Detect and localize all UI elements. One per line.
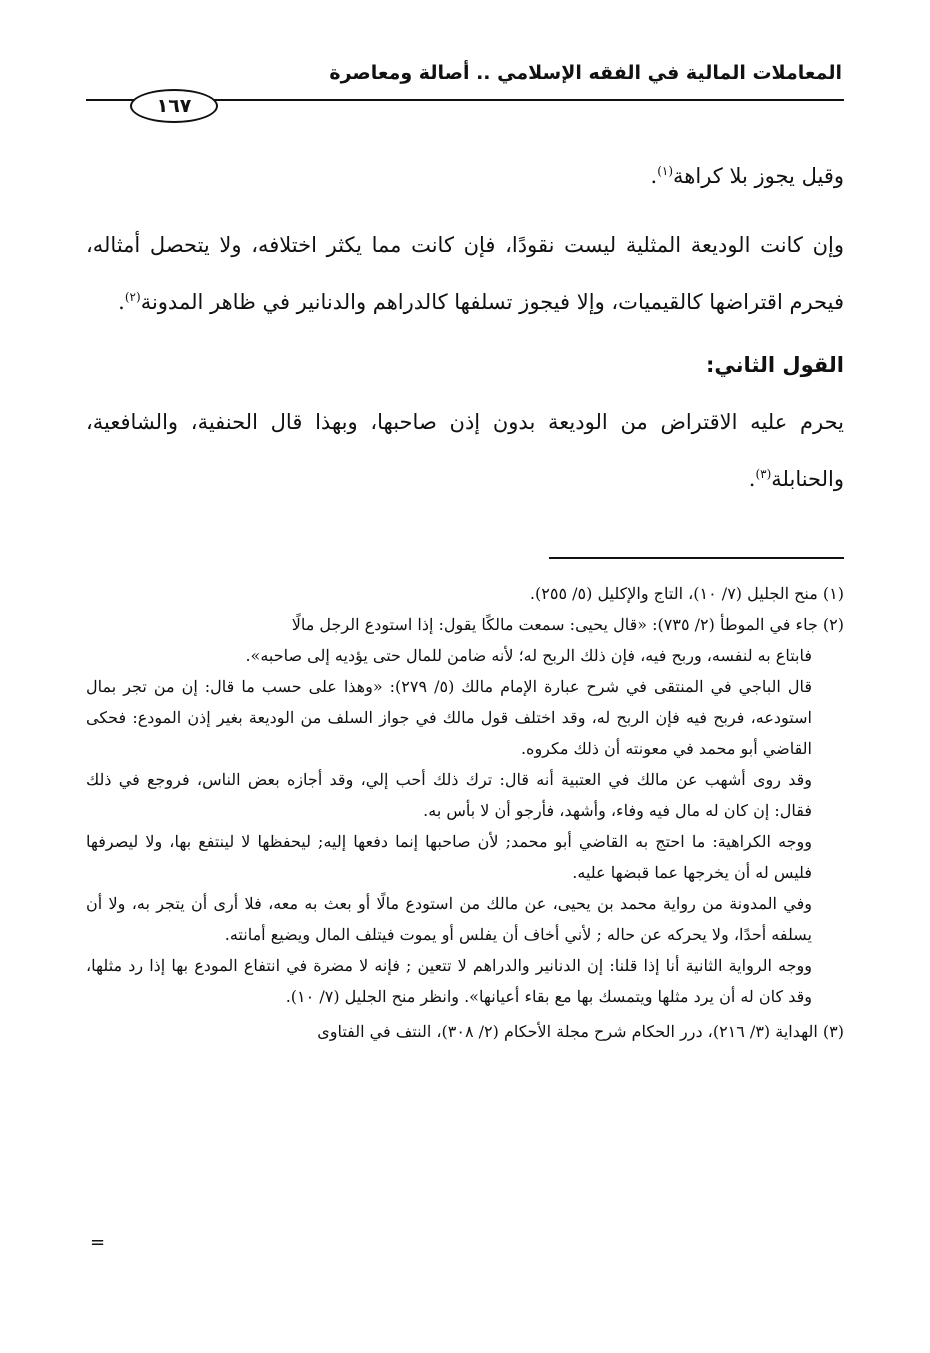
paragraph-3-text: يحرم عليه الاقتراض من الوديعة بدون إذن صاحبها، وبهذا قال الحنفية، والشافعية، والحنابلة — [86, 410, 844, 491]
footnote-2-continuation: فابتاع به لنفسه، وربح فيه، فإن ذلك الربح له؛ لأنه ضامن للمال حتى يؤديه إلى صاحبه». — [245, 646, 812, 665]
paragraph-2-end: . — [118, 290, 125, 314]
footnote-2-block-ashhab: وقد روى أشهب عن مالك في العتبية أنه قال: ترك ذلك أحب إلي، وقد أجازه بعض الناس، فروجع في ذلك فقال: إن كان له مال فيه وفاء، وأشهد، فأرجو أن لا بأس به. — [86, 770, 812, 820]
footnote-separator — [549, 557, 844, 559]
footnote-1: (١) منح الجليل (٧/ ١٠)، التاج والإكليل (٥/ ٢٥٥). — [529, 584, 844, 603]
paragraph-3 — [86, 394, 844, 508]
footnote-2-block-karahiya: ووجه الكراهية: ما احتج به القاضي أبو محمد; لأن صاحبها إنما دفعها إليه; ليحفظها لا لينتفع بها، ولا ليصرفها فليس له أن يخرجها عما قبضها عليه. — [86, 832, 813, 882]
footnotes — [86, 578, 844, 1047]
footnote-2-block-riwaya: ووجه الرواية الثانية أنا إذا قلنا: إن الدنانير والدراهم لا تتعين ; فإنه لا مضرة في انتفاع المودع بها إذا رد مثلها، وقد كان له أن يرد مثلها ويتمسك بها مع بقاء أعيانها». وانظر منح الجليل (٧/ ١٠). — [86, 956, 812, 1006]
footnote-ref-1: (١) — [657, 164, 674, 178]
main-text — [86, 148, 844, 508]
footnote-2-block-baji: قال الباجي في المنتقى في شرح عبارة الإمام مالك (٥/ ٢٧٩): «وهذا على حسب ما قال: إن من تجر بمال استودعه، فربح فيه فإن الربح له، وقد اختلف قول مالك في جواز السلف من الوديعة بغير إذن المودع: فحكى القاضي أبو محمد في معونته أن ذلك مكروه. — [86, 677, 813, 758]
paragraph-1-text: وقيل يجوز بلا كراهة — [673, 164, 844, 188]
footnote-3: (٣) الهداية (٣/ ٢١٦)، درر الحكام شرح مجلة الأحكام (٢/ ٣٠٨)، النتف في الفتاوى — [317, 1022, 844, 1041]
paragraph-1-end: . — [650, 164, 658, 188]
paragraph-3-end: . — [748, 467, 756, 491]
section-heading: القول الثاني: — [706, 353, 844, 377]
footnote-ref-3: (٣) — [755, 467, 772, 481]
footnote-2-block-mudawwana: وفي المدونة من رواية محمد بن يحيى، عن مالك من استودع مالًا أو بعث به معه، فلا أرى أن يتجر به، ولا أن يسلفه أحدًا، ولا يحركه عن حاله ; لأني أخاف أن يفلس أو يموت فيتلف المال ويضيع أمانته. — [86, 894, 812, 944]
page-number-badge: ١٦٧ — [130, 89, 218, 123]
paragraph-2-text: وإن كانت الوديعة المثلية ليست نقودًا، فإن كانت مما يكثر اختلافه، ولا يتحصل أمثاله، فيحرم اقتراضها كالقيميات، وإلا فيجوز تسلفها كالدراهم والدنانير في ظاهر المدونة — [86, 233, 844, 314]
continuation-mark: = — [90, 1232, 106, 1253]
footnote-ref-2: (٢) — [124, 290, 141, 304]
paragraph-2 — [86, 217, 844, 331]
running-header-title: المعاملات المالية في الفقه الإسلامي .. أصالة ومعاصرة — [329, 62, 842, 84]
paragraph-1 — [86, 148, 844, 205]
footnote-2-lead: (٢) جاء في الموطأ (٢/ ٧٣٥): «قال يحيى: سمعت مالكًا يقول: إذا استودع الرجل مالًا — [291, 615, 844, 634]
